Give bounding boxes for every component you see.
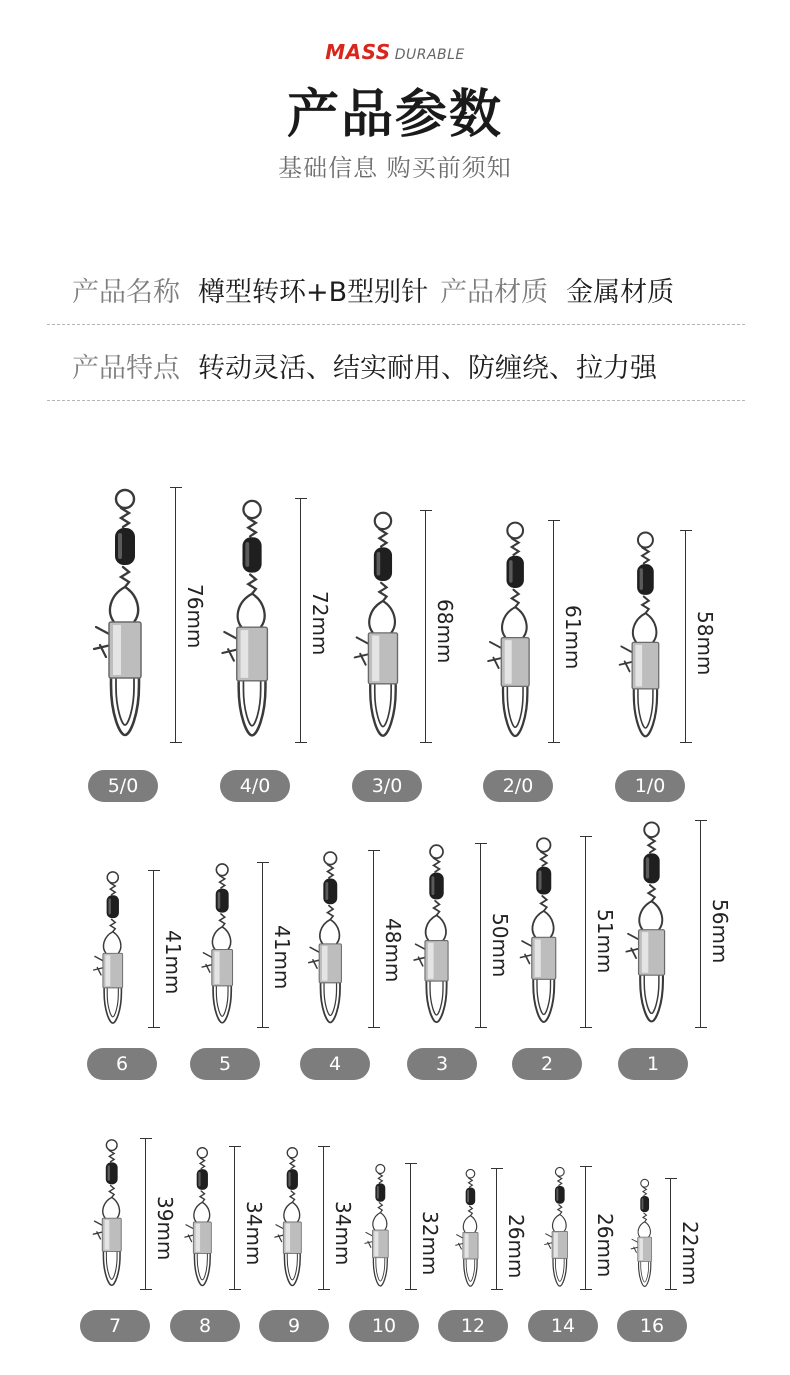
length-label: 39mm [153, 1195, 177, 1261]
product-name-value: 樽型转环+B型别针 [198, 277, 429, 308]
product-item [267, 1146, 318, 1290]
swivel-snap-icon [358, 1163, 403, 1290]
size-badge: 5/0 [88, 770, 158, 802]
length-label: 32mm [418, 1211, 442, 1276]
product-item [299, 850, 362, 1028]
length-label: 50mm [488, 913, 512, 978]
size-badge: 14 [528, 1310, 598, 1342]
brand-logo [0, 40, 790, 64]
length-label: 22mm [678, 1220, 702, 1285]
swivel-snap-icon [177, 1146, 228, 1290]
size-badge: 4/0 [220, 770, 290, 802]
size-badge: 6 [87, 1048, 157, 1080]
length-label: 68mm [433, 598, 457, 663]
product-item [177, 1146, 228, 1290]
swivel-snap-icon [404, 843, 469, 1028]
size-badge: 2/0 [483, 770, 553, 802]
swivel-snap-icon [85, 870, 141, 1028]
size-badge: 10 [349, 1310, 419, 1342]
size-badge: 5 [190, 1048, 260, 1080]
brand-durable-text: DURABLE [394, 47, 465, 63]
dimension-line [145, 1138, 151, 1290]
dimension-line [700, 820, 706, 1028]
product-item [85, 1138, 138, 1290]
dimension-line [323, 1146, 329, 1290]
product-item [625, 1178, 664, 1290]
swivel-snap-icon [80, 487, 170, 743]
product-item [510, 836, 578, 1028]
product-item [615, 820, 688, 1028]
dimension-line [685, 530, 691, 743]
dimension-line [670, 1178, 676, 1290]
swivel-snap-icon [449, 1168, 492, 1290]
dimension-line [234, 1146, 240, 1290]
length-label: 76mm [183, 584, 207, 649]
product-name-label: 产品名称 [72, 277, 180, 308]
dimension-line [585, 836, 591, 1028]
size-badge: 7 [80, 1310, 150, 1342]
length-label: 56mm [708, 899, 732, 964]
dimension-line [553, 520, 559, 743]
size-badge: 3/0 [352, 770, 422, 802]
size-badge: 12 [438, 1310, 508, 1342]
length-label: 61mm [561, 604, 585, 670]
spec-row-features [72, 346, 657, 385]
size-badge: 4 [300, 1048, 370, 1080]
dimension-line [175, 487, 181, 743]
dimension-line [153, 870, 159, 1028]
product-item [85, 870, 141, 1028]
dimension-line [300, 498, 306, 743]
length-label: 34mm [242, 1200, 266, 1266]
length-label: 48mm [381, 917, 405, 983]
dimension-line [262, 862, 268, 1028]
product-item [358, 1163, 403, 1290]
product-item [476, 520, 554, 743]
length-label: 41mm [270, 925, 294, 990]
length-label: 72mm [308, 591, 332, 656]
spec-row-name-material [72, 270, 674, 309]
spec-divider [47, 400, 745, 401]
swivel-snap-icon [267, 1146, 318, 1290]
swivel-snap-icon [209, 498, 295, 743]
swivel-snap-icon [625, 1178, 664, 1290]
swivel-snap-icon [342, 510, 424, 743]
swivel-snap-icon [538, 1166, 582, 1290]
size-badge: 2 [512, 1048, 582, 1080]
size-badge: 9 [259, 1310, 329, 1342]
length-label: 41mm [161, 930, 185, 995]
length-label: 34mm [331, 1200, 355, 1266]
product-item [80, 487, 170, 743]
dimension-line [585, 1166, 591, 1290]
size-badge: 16 [617, 1310, 687, 1342]
product-item [608, 530, 683, 743]
product-material-value: 金属材质 [566, 277, 675, 308]
length-label: 58mm [693, 610, 717, 676]
swivel-snap-icon [615, 820, 688, 1028]
swivel-snap-icon [299, 850, 362, 1028]
dimension-line [496, 1168, 502, 1290]
product-item [209, 498, 295, 743]
product-item [342, 510, 424, 743]
size-badge: 1/0 [615, 770, 685, 802]
swivel-snap-icon [476, 520, 554, 743]
page-title: 产品参数 [286, 85, 503, 145]
size-badge: 1 [618, 1048, 688, 1080]
swivel-snap-icon [193, 862, 251, 1028]
swivel-snap-icon [608, 530, 683, 743]
size-badge: 3 [407, 1048, 477, 1080]
product-feature-label: 产品特点 [72, 353, 180, 384]
dimension-line [425, 510, 431, 743]
product-item [193, 862, 251, 1028]
swivel-snap-icon [85, 1138, 138, 1290]
product-item [449, 1168, 492, 1290]
spec-divider [47, 324, 745, 325]
length-label: 26mm [593, 1213, 617, 1278]
size-badge: 8 [170, 1310, 240, 1342]
product-item [404, 843, 469, 1028]
product-feature-value: 转动灵活、结实耐用、防缠绕、拉力强 [198, 353, 657, 384]
brand-mass-text: MASS [325, 40, 391, 64]
length-label: 26mm [504, 1214, 528, 1279]
swivel-snap-icon [510, 836, 578, 1028]
page-subtitle: 基础信息 购买前须知 [278, 154, 512, 182]
product-item [538, 1166, 582, 1290]
dimension-line [480, 843, 486, 1028]
length-label: 51mm [593, 908, 617, 974]
dimension-line [410, 1163, 416, 1290]
dimension-line [373, 850, 379, 1028]
product-material-label: 产品材质 [440, 277, 549, 308]
